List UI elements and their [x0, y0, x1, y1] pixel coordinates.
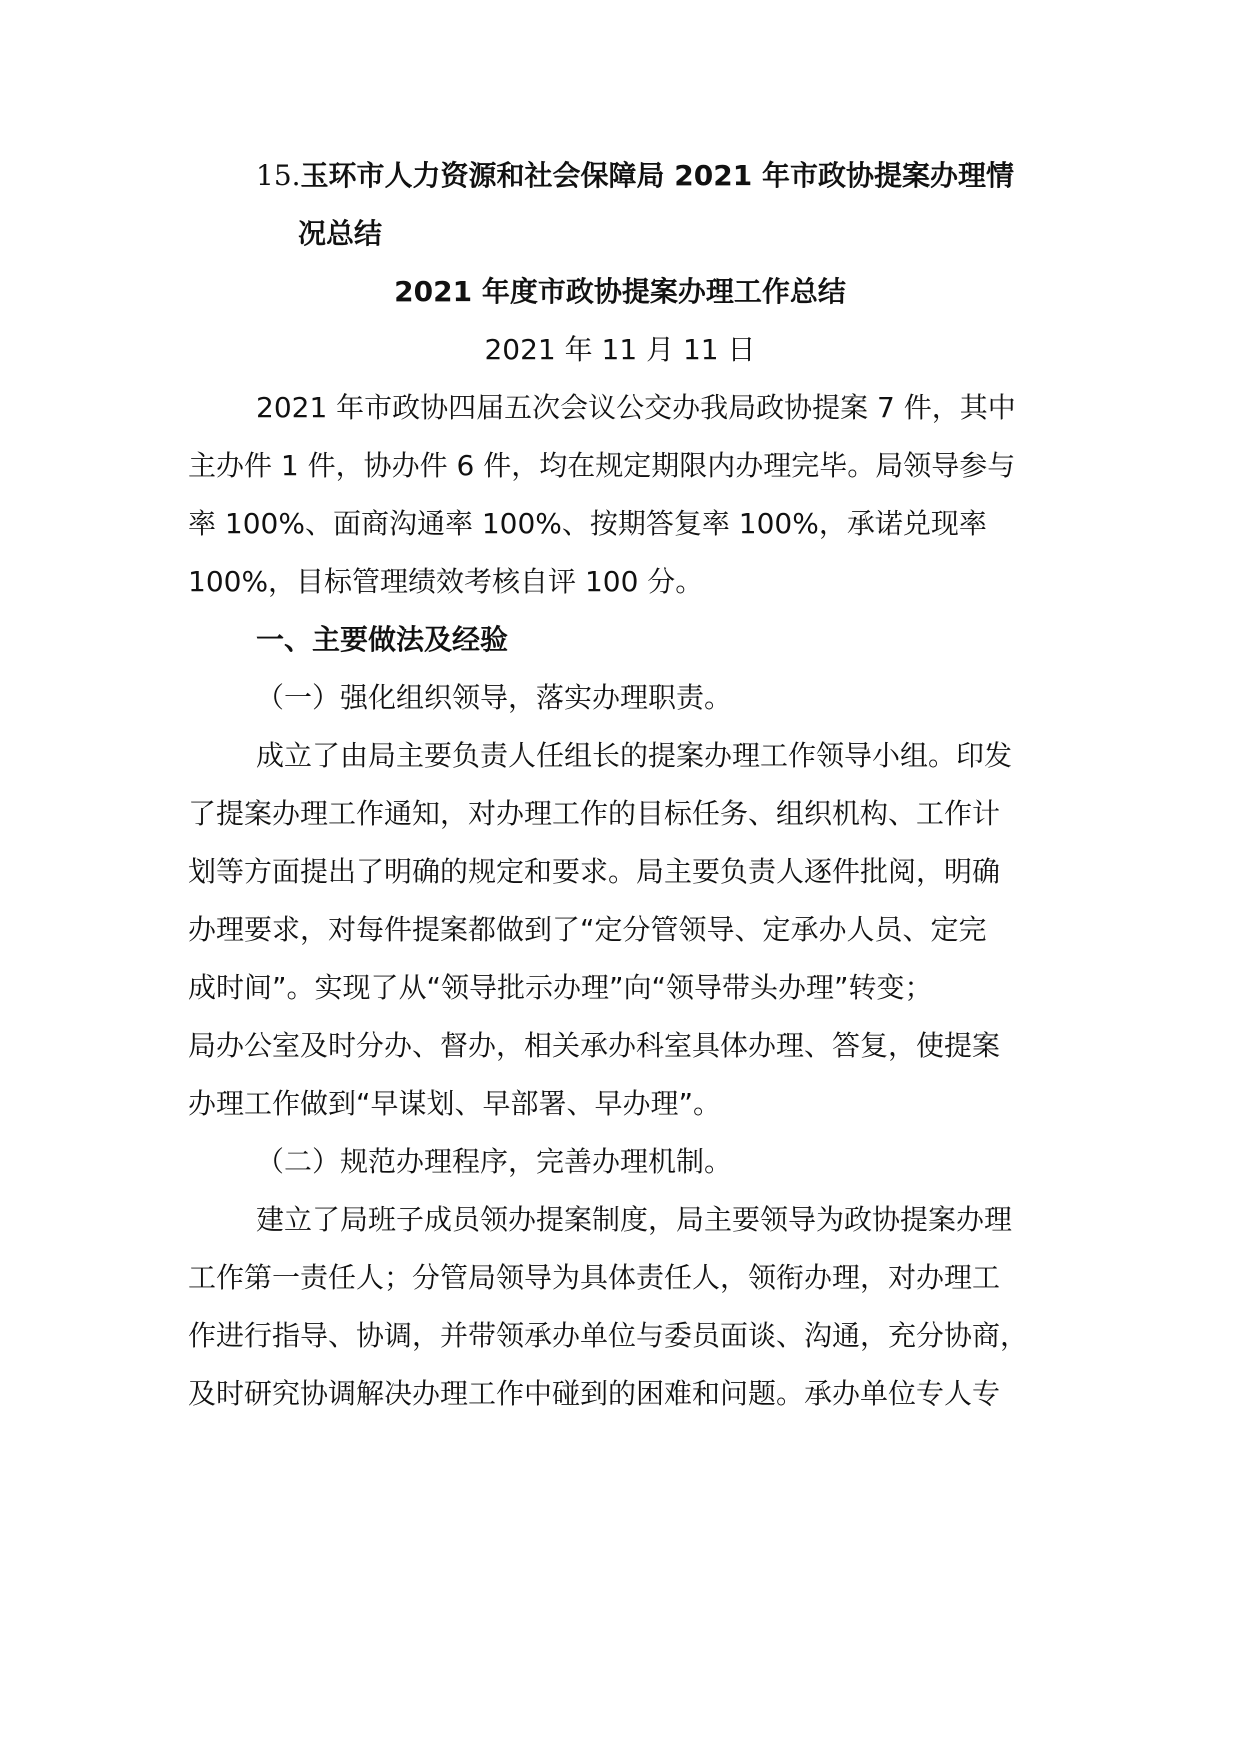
subsection1-line: 成立了由局主要负责人任组长的提案办理工作领导小组。印发 — [256, 739, 1013, 772]
subsection1-line: 了提案办理工作通知，对办理工作的目标任务、组织机构、工作计 — [188, 797, 1001, 830]
subsection2-line: 工作第一责任人；分管局领导为具体责任人，领衔办理，对办理工 — [188, 1261, 1001, 1294]
intro-line: 2021 年市政协四届五次会议公交办我局政协提案 7 件，其中 — [256, 391, 1016, 424]
subsection2-line: 作进行指导、协调，并带领承办单位与委员面谈、沟通，充分协商， — [188, 1319, 1029, 1352]
heading-number: 15. — [256, 159, 301, 192]
subsection2-line: 及时研究协调解决办理工作中碰到的困难和问题。承办单位专人专 — [188, 1377, 1001, 1410]
subsection1-line: 局办公室及时分办、督办，相关承办科室具体办理、答复，使提案 — [188, 1029, 1001, 1062]
subsection1-line: 划等方面提出了明确的规定和要求。局主要负责人逐件批阅，明确 — [188, 855, 1001, 888]
subsection2-heading: （二）规范办理程序，完善办理机制。 — [256, 1145, 733, 1178]
intro-line: 主办件 1 件，协办件 6 件，均在规定期限内办理完毕。局领导参与 — [188, 449, 1016, 482]
subsection1-heading: （一）强化组织领导，落实办理职责。 — [256, 681, 733, 714]
heading-title-line1: 玉环市人力资源和社会保障局 2021 年市政协提案办理情 — [300, 159, 1014, 192]
section1-heading: 一、主要做法及经验 — [256, 623, 509, 656]
document-heading-line1 — [256, 156, 1014, 196]
intro-line: 100%，目标管理绩效考核自评 100 分。 — [188, 565, 704, 598]
subsection1-line: 办理要求，对每件提案都做到了“定分管领导、定承办人员、定完 — [188, 913, 987, 946]
document-subtitle: 2021 年度市政协提案办理工作总结 — [394, 275, 846, 308]
intro-line: 率 100%、面商沟通率 100%、按期答复率 100%，承诺兑现率 — [188, 507, 987, 540]
document-date: 2021 年 11 月 11 日 — [484, 333, 756, 366]
heading-title-line2: 况总结 — [298, 217, 383, 250]
subsection1-line: 办理工作做到“早谋划、早部署、早办理”。 — [188, 1087, 722, 1120]
subsection2-line: 建立了局班子成员领办提案制度，局主要领导为政协提案办理 — [256, 1203, 1013, 1236]
subsection1-line: 成时间”。实现了从“领导批示办理”向“领导带头办理”转变； — [188, 971, 933, 1004]
